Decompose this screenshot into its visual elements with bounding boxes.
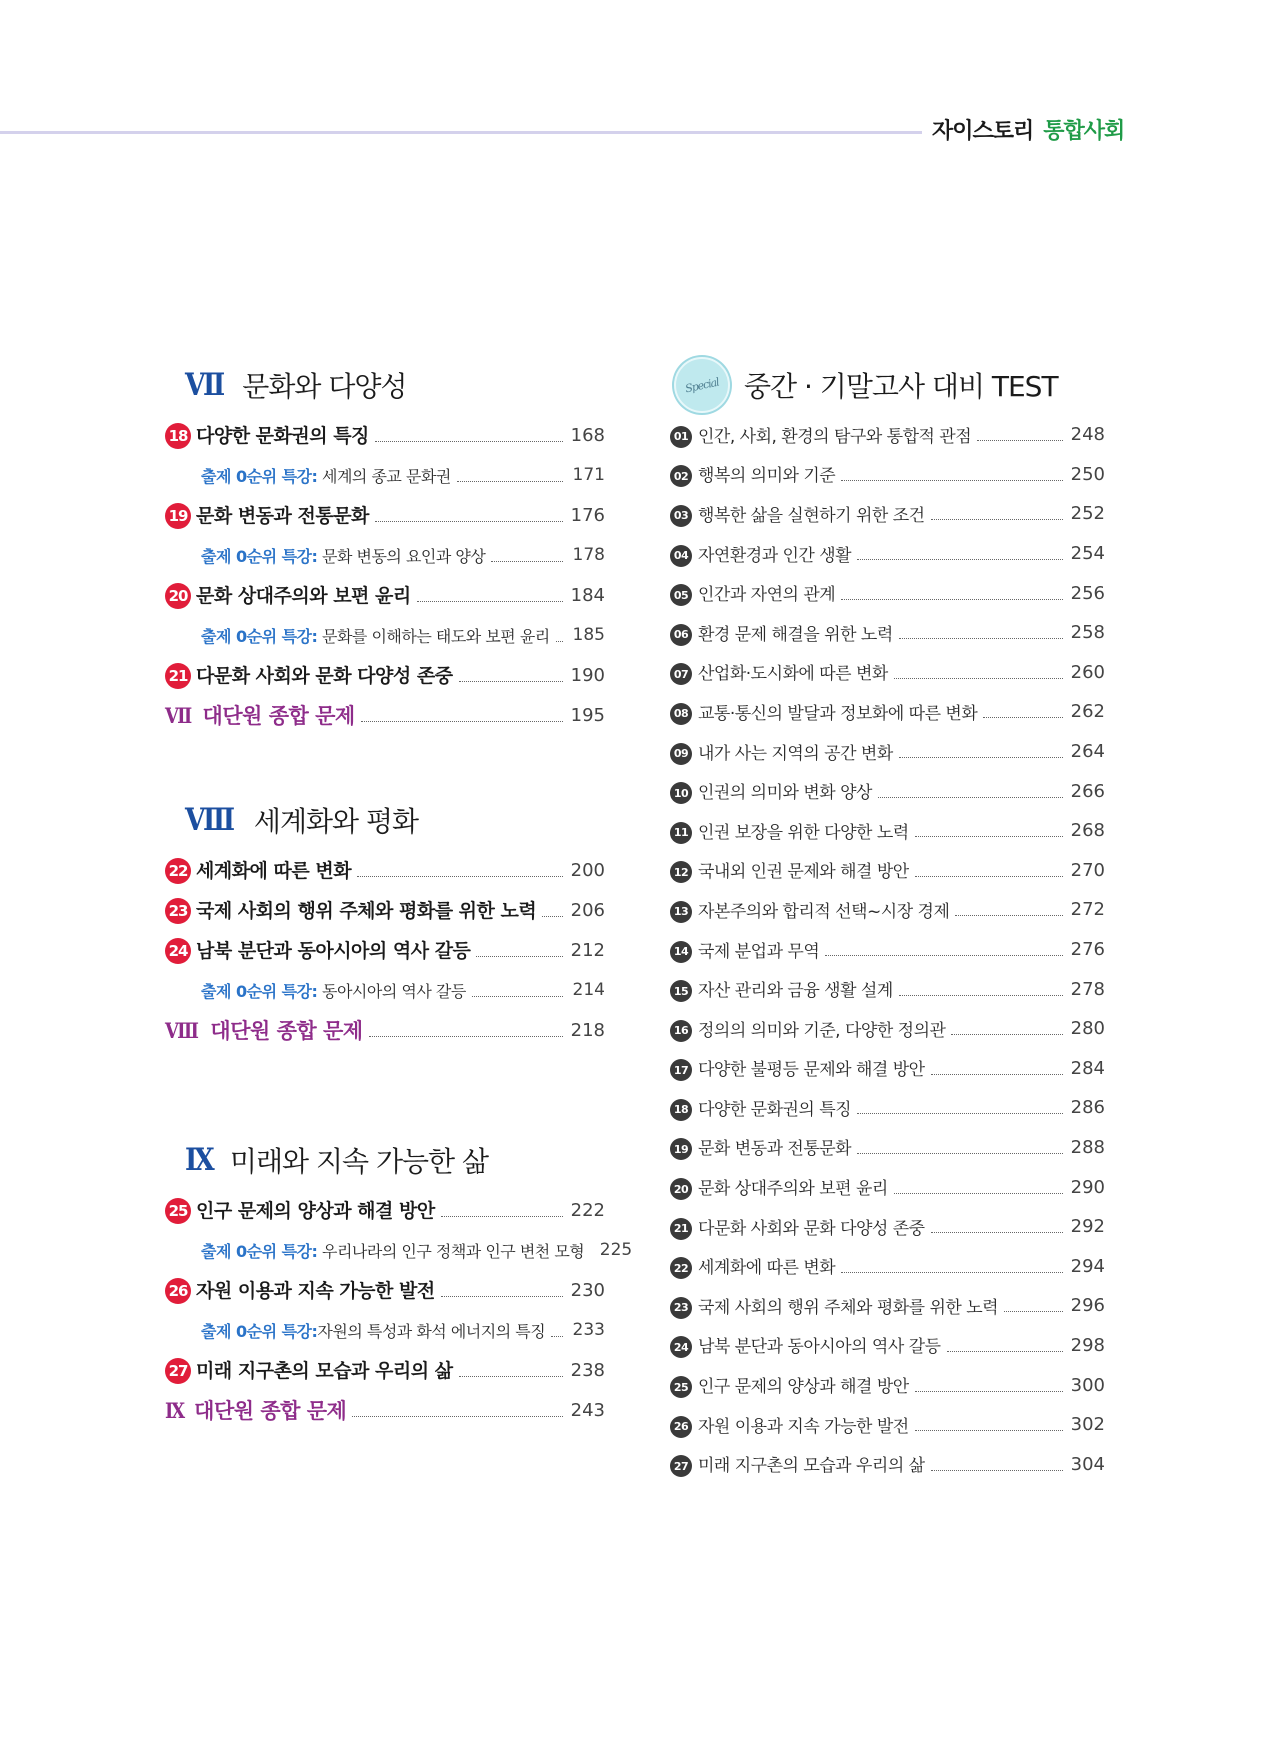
test-entry-label <box>670 1174 888 1200</box>
toc-entry-lesson[interactable] <box>165 495 605 535</box>
dotted-leader <box>931 519 1063 520</box>
page-number: 294 <box>1070 1255 1105 1277</box>
page-number: 272 <box>1070 899 1105 921</box>
test-entry-label <box>670 937 819 963</box>
lesson-number-badge: 21 <box>165 663 191 689</box>
toc-entry-special[interactable] <box>165 970 605 1010</box>
page-number: 296 <box>1070 1295 1105 1317</box>
dotted-leader <box>551 1336 563 1337</box>
toc-entry-lesson[interactable] <box>165 1190 605 1230</box>
lesson-number-badge: 25 <box>165 1198 191 1224</box>
toc-entry-label <box>201 979 466 1002</box>
toc-entry-special[interactable] <box>165 455 605 495</box>
dotted-leader <box>878 797 1063 798</box>
test-entry-title: 문화 변동과 전통문화 <box>698 1139 852 1160</box>
page-number: 286 <box>1070 1097 1105 1119</box>
test-entry[interactable] <box>670 692 1105 732</box>
page-number: 288 <box>1070 1136 1105 1158</box>
special-lecture-tag: 출제 0순위 특강: <box>201 1321 318 1341</box>
toc-entry-lesson[interactable] <box>165 415 605 455</box>
toc-entry-special[interactable] <box>165 1310 605 1350</box>
unit-title-text: 미래와 지속 가능한 삶 <box>229 1145 489 1178</box>
dotted-leader <box>825 955 1063 956</box>
test-entry[interactable] <box>670 455 1105 495</box>
test-entry[interactable] <box>670 1405 1105 1445</box>
test-entry-title: 세계화에 따른 변화 <box>698 1258 836 1279</box>
test-entry-title: 인간, 사회, 환경의 탐구와 통합적 관점 <box>698 426 972 447</box>
toc-entry-label <box>201 624 550 647</box>
lesson-title: 미래 지구촌의 모습과 우리의 삶 <box>196 1359 453 1382</box>
toc-entry-label <box>165 1356 453 1385</box>
test-entry-title: 자산 관리와 금융 생활 설계 <box>698 981 893 1002</box>
lesson-number-badge: 23 <box>165 898 191 924</box>
lesson-number-badge: 26 <box>165 1278 191 1304</box>
test-number-badge: 07 <box>670 663 692 685</box>
page-number: 214 <box>572 980 605 1000</box>
toc-entry-lesson[interactable] <box>165 850 605 890</box>
test-entry-label <box>670 461 835 487</box>
lesson-number-badge: 20 <box>165 583 191 609</box>
test-entry-label <box>670 778 872 804</box>
test-entry-label <box>670 976 893 1002</box>
page-number: 190 <box>570 664 605 686</box>
test-entry-label <box>670 897 949 923</box>
page-number: 233 <box>572 1320 605 1340</box>
toc-entry-label <box>165 700 355 730</box>
test-number-badge: 18 <box>670 1099 692 1121</box>
test-entry-label <box>670 1134 851 1160</box>
unit-title-text: 문화와 다양성 <box>242 370 407 403</box>
dotted-leader <box>857 559 1063 560</box>
dotted-leader <box>357 876 563 877</box>
test-entry-title: 인간과 자연의 관계 <box>698 585 836 606</box>
special-lecture-title: 문화를 이해하는 태도와 보편 윤리 <box>317 626 550 646</box>
test-entry[interactable] <box>670 613 1105 653</box>
test-entry[interactable] <box>670 851 1105 891</box>
page-number: 268 <box>1070 820 1105 842</box>
special-lecture-tag: 출제 0순위 특강: <box>201 981 318 1001</box>
test-entry[interactable] <box>670 1049 1105 1089</box>
test-number-badge: 20 <box>670 1178 692 1200</box>
dotted-leader <box>955 915 1063 916</box>
test-number-badge: 25 <box>670 1376 692 1398</box>
dotted-leader <box>931 1470 1063 1471</box>
page-number: 212 <box>570 939 605 961</box>
test-entry-title: 인권 보장을 위한 다양한 노력 <box>698 822 909 843</box>
lesson-title: 인구 문제의 양상과 해결 방안 <box>196 1199 435 1222</box>
test-number-badge: 21 <box>670 1218 692 1240</box>
book-brand: 자이스토리 <box>932 119 1034 144</box>
dotted-leader <box>841 599 1063 600</box>
unit-section <box>165 1130 633 1430</box>
page-number: 243 <box>570 1399 605 1421</box>
dotted-leader <box>491 561 563 562</box>
test-entry[interactable] <box>670 1444 1105 1484</box>
toc-entry-lesson[interactable] <box>165 575 605 615</box>
test-number-badge: 08 <box>670 703 692 725</box>
test-entry[interactable] <box>670 1326 1105 1366</box>
special-lecture-title: 문화 변동의 요인과 양상 <box>317 546 486 566</box>
dotted-leader <box>375 441 563 442</box>
page-number: 218 <box>570 1019 605 1041</box>
test-entry-title: 다양한 문화권의 특징 <box>698 1099 852 1120</box>
page-number: 256 <box>1070 582 1105 604</box>
test-number-badge: 12 <box>670 861 692 883</box>
unit-roman-numeral: Ⅶ <box>185 367 224 403</box>
page-number: 284 <box>1070 1057 1105 1079</box>
test-entry-title: 내가 사는 지역의 공간 변화 <box>698 743 893 764</box>
toc-entry-label <box>165 501 369 530</box>
review-title: 대단원 종합 문제 <box>210 1019 363 1043</box>
page-number: 238 <box>570 1359 605 1381</box>
test-entry[interactable] <box>670 1088 1105 1128</box>
test-entry-label <box>670 1451 925 1477</box>
test-number-badge: 06 <box>670 624 692 646</box>
test-number-badge: 02 <box>670 465 692 487</box>
page-number: 176 <box>570 504 605 526</box>
test-entry-label <box>670 1016 945 1042</box>
unit-title <box>165 1130 605 1190</box>
page-number: 225 <box>599 1240 633 1260</box>
dotted-leader <box>894 1193 1063 1194</box>
toc-entry-lesson[interactable] <box>165 890 605 930</box>
test-entry-label <box>670 659 888 685</box>
dotted-leader <box>915 1391 1063 1392</box>
test-number-badge: 01 <box>670 426 692 448</box>
test-entry-label <box>670 422 971 448</box>
test-number-badge: 11 <box>670 822 692 844</box>
test-entry-label <box>670 1332 941 1358</box>
toc-entry-label <box>201 544 485 567</box>
test-entry-title: 인구 문제의 양상과 해결 방안 <box>698 1377 909 1398</box>
toc-entry-label <box>165 856 351 885</box>
dotted-leader <box>459 681 563 682</box>
page-number: 178 <box>572 545 605 565</box>
toc-entry-lesson[interactable] <box>165 930 605 970</box>
toc-entry-label <box>165 1395 346 1425</box>
page-number: 302 <box>1070 1414 1105 1436</box>
test-number-badge: 16 <box>670 1020 692 1042</box>
review-roman-numeral: Ⅸ <box>165 1398 185 1423</box>
toc-entry-label <box>165 581 411 610</box>
test-column <box>670 355 1105 1484</box>
test-number-badge: 23 <box>670 1297 692 1319</box>
dotted-leader <box>441 1216 563 1217</box>
page-number: 262 <box>1070 701 1105 723</box>
lesson-title: 다문화 사회와 문화 다양성 존중 <box>196 664 453 687</box>
page-number: 206 <box>570 899 605 921</box>
test-entry-title: 자원 이용과 지속 가능한 발전 <box>698 1416 909 1437</box>
toc-entry-label <box>201 464 451 487</box>
page-number: 254 <box>1070 543 1105 565</box>
dotted-leader <box>841 1272 1063 1273</box>
page-number: 258 <box>1070 622 1105 644</box>
page-number: 195 <box>570 704 605 726</box>
test-number-badge: 27 <box>670 1455 692 1477</box>
lesson-number-badge: 22 <box>165 858 191 884</box>
toc-entry-label <box>165 661 453 690</box>
page-number: 280 <box>1070 1018 1105 1040</box>
toc-entry-review[interactable] <box>165 695 605 735</box>
test-number-badge: 10 <box>670 782 692 804</box>
page-number: 270 <box>1070 859 1105 881</box>
lesson-title: 국제 사회의 행위 주체와 평화를 위한 노력 <box>196 899 537 922</box>
page-number: 230 <box>570 1279 605 1301</box>
toc-entry-label <box>165 896 536 925</box>
test-entry[interactable] <box>670 534 1105 574</box>
test-entry-title: 국제 사회의 행위 주체와 평화를 위한 노력 <box>698 1297 999 1318</box>
toc-entry-label <box>165 1196 435 1225</box>
test-entry[interactable] <box>670 415 1105 455</box>
test-entry-title: 행복의 의미와 기준 <box>698 466 836 487</box>
units-column <box>165 355 633 1430</box>
test-entry[interactable] <box>670 1128 1105 1168</box>
test-entry[interactable] <box>670 573 1105 613</box>
dotted-leader <box>352 1416 563 1417</box>
page-number: 278 <box>1070 978 1105 1000</box>
special-lecture-tag: 출제 0순위 특강: <box>201 1241 318 1261</box>
test-entry-label <box>670 501 925 527</box>
test-entry-label <box>670 1214 925 1240</box>
page-number: 252 <box>1070 503 1105 525</box>
page-number: 304 <box>1070 1453 1105 1475</box>
dotted-leader <box>841 480 1063 481</box>
test-number-badge: 04 <box>670 545 692 567</box>
test-entry-label <box>670 1293 998 1319</box>
test-number-badge: 05 <box>670 584 692 606</box>
test-entry-label <box>670 1412 909 1438</box>
test-entry-title: 자본주의와 합리적 선택~시장 경제 <box>698 901 950 922</box>
test-entry-label <box>670 1372 909 1398</box>
lesson-number-badge: 19 <box>165 503 191 529</box>
test-section-title <box>670 355 1105 415</box>
test-entry-title: 미래 지구촌의 모습과 우리의 삶 <box>698 1456 925 1477</box>
lesson-title: 세계화에 따른 변화 <box>196 859 352 882</box>
book-subject: 통합사회 <box>1043 119 1125 144</box>
toc-entry-special[interactable] <box>165 1230 633 1270</box>
lesson-title: 자원 이용과 지속 가능한 발전 <box>196 1279 435 1302</box>
dotted-leader <box>375 521 563 522</box>
test-number-badge: 13 <box>670 901 692 923</box>
test-entry-title: 산업화·도시화에 따른 변화 <box>698 664 888 685</box>
test-entry-label <box>670 739 893 765</box>
toc-entry-lesson[interactable] <box>165 1270 605 1310</box>
toc-entry-review[interactable] <box>165 1010 605 1050</box>
page-number: 300 <box>1070 1374 1105 1396</box>
dotted-leader <box>931 1232 1063 1233</box>
lesson-title: 문화 상대주의와 보편 윤리 <box>196 584 411 607</box>
page-number: 292 <box>1070 1216 1105 1238</box>
lesson-number-badge: 27 <box>165 1358 191 1384</box>
toc-entry-label <box>165 936 470 965</box>
dotted-leader <box>899 995 1063 996</box>
toc-entry-label <box>165 1015 363 1045</box>
test-entry-title: 다양한 불평등 문제와 해결 방안 <box>698 1060 925 1081</box>
toc-entry-lesson[interactable] <box>165 1350 605 1390</box>
toc-entry-lesson[interactable] <box>165 655 605 695</box>
toc-entry-label <box>165 1276 435 1305</box>
page-number: 260 <box>1070 661 1105 683</box>
review-title: 대단원 종합 문제 <box>202 704 355 728</box>
test-entry[interactable] <box>670 1009 1105 1049</box>
unit-title-text: 세계화와 평화 <box>253 805 419 838</box>
dotted-leader <box>983 717 1063 718</box>
toc-entry-label <box>165 421 369 450</box>
test-entry[interactable] <box>670 1365 1105 1405</box>
lesson-number-badge: 24 <box>165 938 191 964</box>
page-number: 276 <box>1070 939 1105 961</box>
test-entry-title: 국제 분업과 무역 <box>698 941 820 962</box>
test-entry-title: 남북 분단과 동아시아의 역사 갈등 <box>698 1337 941 1358</box>
test-list <box>670 415 1105 1484</box>
special-lecture-tag: 출제 0순위 특강: <box>201 466 318 486</box>
dotted-leader <box>931 1074 1063 1075</box>
test-section-heading: 중간 · 기말고사 대비 TEST <box>744 370 1058 403</box>
page-number: 264 <box>1070 741 1105 763</box>
test-entry-label <box>670 1055 925 1081</box>
toc-entry-review[interactable] <box>165 1390 605 1430</box>
special-lecture-tag: 출제 0순위 특강: <box>201 546 318 566</box>
dotted-leader <box>361 721 563 722</box>
dotted-leader <box>977 440 1063 441</box>
test-entry-label <box>670 857 909 883</box>
dotted-leader <box>915 1430 1063 1431</box>
test-entry-title: 환경 문제 해결을 위한 노력 <box>698 624 893 645</box>
dotted-leader <box>459 1376 563 1377</box>
special-lecture-title: 동아시아의 역사 갈등 <box>317 981 466 1001</box>
dotted-leader <box>951 1034 1063 1035</box>
page-number: 168 <box>570 424 605 446</box>
test-entry[interactable] <box>670 653 1105 693</box>
test-entry-label <box>670 818 909 844</box>
dotted-leader <box>915 836 1063 837</box>
page-number: 248 <box>1070 424 1105 446</box>
toc-entry-special[interactable] <box>165 535 605 575</box>
test-entry[interactable] <box>670 1207 1105 1247</box>
unit-title <box>165 790 605 850</box>
dotted-leader <box>857 1113 1063 1114</box>
test-entry[interactable] <box>670 1286 1105 1326</box>
test-entry-label <box>670 1253 835 1279</box>
test-entry-title: 문화 상대주의와 보편 윤리 <box>698 1179 888 1200</box>
page-number: 266 <box>1070 780 1105 802</box>
test-entry-title: 국내외 인권 문제와 해결 방안 <box>698 862 909 883</box>
lesson-title: 남북 분단과 동아시아의 역사 갈등 <box>196 939 471 962</box>
test-number-badge: 09 <box>670 743 692 765</box>
test-number-badge: 15 <box>670 980 692 1002</box>
test-entry-label <box>670 580 835 606</box>
special-lecture-title: 자원의 특성과 화석 에너지의 특징 <box>317 1321 546 1341</box>
page-number: 200 <box>570 859 605 881</box>
test-entry-label <box>670 541 851 567</box>
toc-entry-label <box>201 1239 584 1262</box>
test-number-badge: 19 <box>670 1138 692 1160</box>
dotted-leader <box>899 757 1063 758</box>
test-entry-label <box>670 1095 851 1121</box>
page-number: 184 <box>570 584 605 606</box>
test-entry[interactable] <box>670 890 1105 930</box>
test-entry[interactable] <box>670 811 1105 851</box>
page-number: 250 <box>1070 463 1105 485</box>
special-lecture-tag: 출제 0순위 특강: <box>201 626 318 646</box>
dotted-leader <box>899 638 1063 639</box>
lesson-number-badge: 18 <box>165 423 191 449</box>
test-entry[interactable] <box>670 771 1105 811</box>
test-entry-title: 다문화 사회와 문화 다양성 존중 <box>698 1218 925 1239</box>
dotted-leader <box>441 1296 563 1297</box>
test-entry[interactable] <box>670 1246 1105 1286</box>
unit-title <box>165 355 605 415</box>
review-roman-numeral: Ⅷ <box>165 1018 199 1043</box>
lesson-title: 다양한 문화권의 특징 <box>196 424 369 447</box>
test-entry-title: 정의의 의미와 기준, 다양한 정의관 <box>698 1020 946 1041</box>
dotted-leader <box>417 601 563 602</box>
test-entry[interactable] <box>670 494 1105 534</box>
test-entry[interactable] <box>670 732 1105 772</box>
unit-section <box>165 790 605 1050</box>
unit-roman-numeral: Ⅸ <box>185 1142 213 1178</box>
dotted-leader <box>556 641 563 642</box>
test-entry-title: 자연환경과 인간 생활 <box>698 545 852 566</box>
page-number: 185 <box>572 625 605 645</box>
test-number-badge: 22 <box>670 1257 692 1279</box>
special-lecture-title: 우리나라의 인구 정책과 인구 변천 모형 <box>317 1241 585 1261</box>
special-lecture-title: 세계의 종교 문화권 <box>317 466 451 486</box>
test-entry[interactable] <box>670 1167 1105 1207</box>
test-entry-title: 인권의 의미와 변화 양상 <box>698 783 872 804</box>
unit-section <box>165 355 605 735</box>
dotted-leader <box>457 481 563 482</box>
page-number: 171 <box>572 465 605 485</box>
dotted-leader <box>947 1351 1063 1352</box>
toc-entry-label <box>201 1319 545 1342</box>
test-number-badge: 17 <box>670 1059 692 1081</box>
test-number-badge: 26 <box>670 1416 692 1438</box>
dotted-leader <box>369 1036 563 1037</box>
test-entry-title: 행복한 삶을 실현하기 위한 조건 <box>698 505 925 526</box>
review-roman-numeral: Ⅶ <box>165 703 192 728</box>
test-entry-label <box>670 699 977 725</box>
dotted-leader <box>894 678 1063 679</box>
test-entry-title: 교통·통신의 발달과 정보화에 따른 변화 <box>698 703 978 724</box>
test-number-badge: 24 <box>670 1336 692 1358</box>
dotted-leader <box>915 876 1063 877</box>
test-entry-label <box>670 620 893 646</box>
page-number: 298 <box>1070 1334 1105 1356</box>
lesson-title: 문화 변동과 전통문화 <box>196 504 369 527</box>
page-number: 222 <box>570 1199 605 1221</box>
test-entry[interactable] <box>670 969 1105 1009</box>
test-entry[interactable] <box>670 930 1105 970</box>
review-title: 대단원 종합 문제 <box>194 1399 347 1423</box>
test-number-badge: 14 <box>670 941 692 963</box>
dotted-leader <box>857 1153 1063 1154</box>
dotted-leader <box>476 956 563 957</box>
dotted-leader <box>472 996 563 997</box>
header-rule <box>0 131 922 134</box>
special-emblem-text: Special <box>684 375 720 395</box>
special-emblem-icon <box>674 357 730 413</box>
unit-roman-numeral: Ⅷ <box>185 802 234 838</box>
page-number: 290 <box>1070 1176 1105 1198</box>
test-number-badge: 03 <box>670 505 692 527</box>
dotted-leader <box>542 916 563 917</box>
toc-entry-special[interactable] <box>165 615 605 655</box>
dotted-leader <box>1004 1311 1063 1312</box>
book-title <box>932 114 1124 145</box>
